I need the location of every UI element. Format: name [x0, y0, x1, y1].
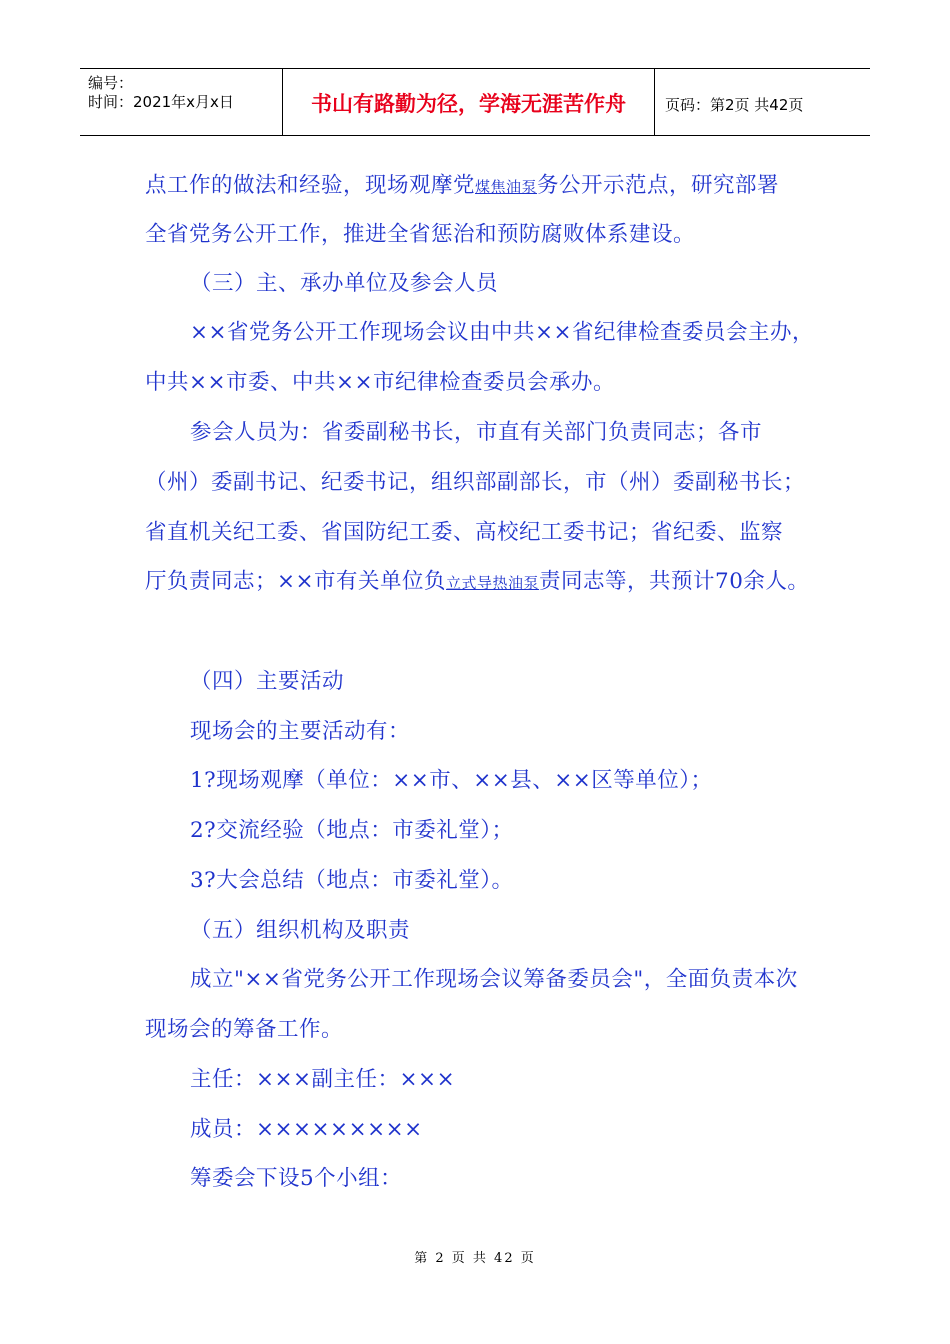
body-line: 成员：×××××××××: [190, 1117, 423, 1142]
section-heading: （三）主、承办单位及参会人员: [190, 271, 499, 296]
body-line: 省直机关纪工委、省国防纪工委、高校纪工委书记；省纪委、监察: [145, 520, 784, 545]
body-line: 现场会的主要活动有：: [190, 719, 411, 744]
section-heading: （四）主要活动: [190, 669, 345, 694]
section-heading: （五）组织机构及职责: [190, 918, 411, 943]
number-label: 编号：: [88, 74, 134, 92]
body-line: [145, 172, 779, 201]
page-footer: 第 2 页 共 42 页: [414, 1251, 536, 1266]
inline-link[interactable]: 煤焦油泵: [475, 178, 538, 196]
body-text: 责同志等，共预计70余人。: [539, 569, 810, 594]
list-item: 1?现场观摩（单位：××市、××县、××区等单位）；: [190, 768, 713, 793]
page-info: 页码：第2页 共42页: [665, 95, 804, 114]
body-line: 现场会的筹备工作。: [145, 1017, 344, 1042]
body-line: ××省党务公开工作现场会议由中共××省纪律检查委员会主办，: [190, 320, 815, 345]
motto-text: 书山有路勤为径，学海无涯苦作舟: [311, 92, 626, 116]
body-line: 筹委会下设5个小组：: [190, 1166, 403, 1191]
body-line: [145, 568, 809, 597]
body-line: 成立"××省党务公开工作现场会议筹备委员会"，全面负责本次: [190, 967, 798, 992]
document-header: [80, 68, 870, 136]
header-page-cell: [655, 69, 870, 135]
list-item: 2?交流经验（地点：市委礼堂）；: [190, 818, 514, 843]
inline-link[interactable]: 立式导热油泵: [446, 574, 540, 592]
body-line: （州）委副书记、纪委书记，组织部副部长，市（州）委副秘书长；: [145, 470, 806, 495]
body-text: 厅负责同志；××市有关单位负: [145, 569, 447, 594]
body-text: 务公开示范点，研究部署: [537, 173, 780, 198]
body-line: 中共××市委、中共××市纪律检查委员会承办。: [145, 370, 616, 395]
header-meta-cell: [80, 69, 283, 135]
body-line: 参会人员为：省委副秘书长，市直有关部门负责同志；各市: [190, 420, 763, 445]
body-line: 全省党务公开工作，推进全省惩治和预防腐败体系建设。: [145, 222, 696, 247]
header-motto-cell: [283, 69, 655, 135]
body-line: 主任：×××副主任：×××: [190, 1067, 456, 1092]
body-text: 点工作的做法和经验，现场观摩党: [145, 173, 476, 198]
list-item: 3?大会总结（地点：市委礼堂）。: [190, 868, 514, 893]
time-label: 时间：2021年x月x日: [88, 93, 234, 111]
